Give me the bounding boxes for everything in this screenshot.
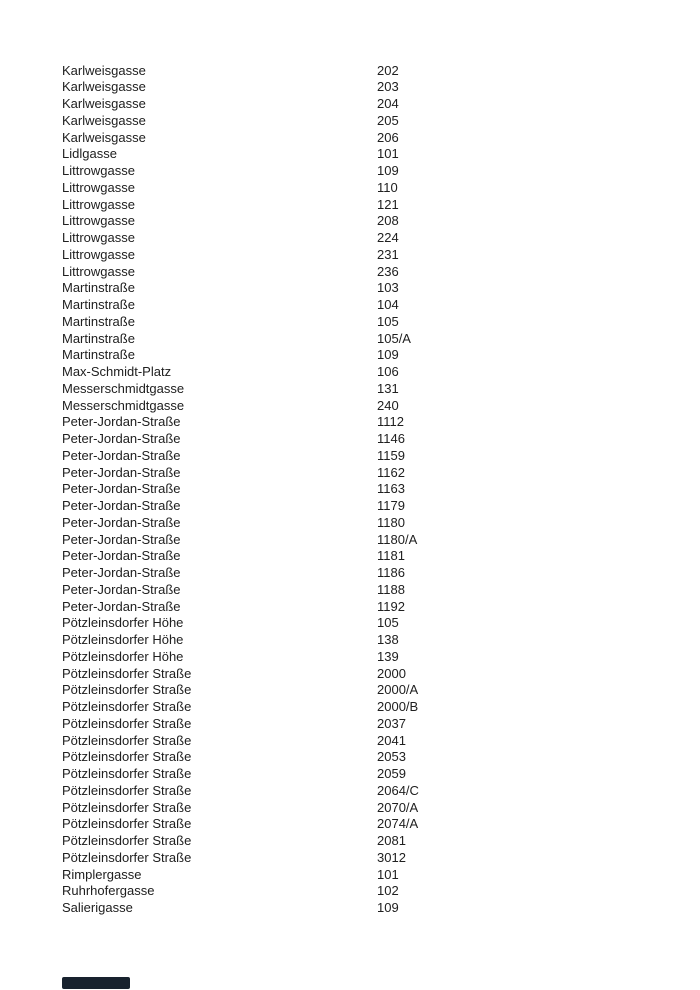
table-row (62, 113, 419, 130)
street-number: 203 (377, 79, 399, 95)
street-name: Peter-Jordan-Straße (62, 447, 181, 463)
table-row (62, 599, 419, 616)
table-row (62, 850, 419, 867)
street-name: Pötzleinsdorfer Höhe (62, 615, 184, 631)
table-row (62, 883, 419, 900)
table-row (62, 297, 419, 314)
address-list (62, 63, 419, 917)
table-row (62, 247, 419, 264)
street-name: Karlweisgasse (62, 79, 146, 95)
street-number: 1186 (377, 565, 405, 580)
street-name: Peter-Jordan-Straße (62, 431, 181, 446)
table-row (62, 63, 419, 80)
street-number: 240 (377, 397, 399, 413)
street-number: 2041 (377, 732, 406, 748)
street-name: Littrowgasse (62, 213, 135, 229)
table-row (62, 398, 419, 415)
table-row (62, 666, 419, 683)
street-number: 103 (377, 280, 399, 296)
street-number: 205 (377, 112, 399, 128)
street-name: Rimplergasse (62, 866, 142, 882)
table-row (62, 900, 419, 917)
street-number: 3012 (377, 849, 406, 865)
street-number: 2059 (377, 766, 406, 781)
street-name: Peter-Jordan-Straße (62, 598, 181, 614)
street-name: Pötzleinsdorfer Straße (62, 782, 192, 798)
street-number: 2053 (377, 749, 406, 765)
table-row (62, 414, 419, 431)
street-name: Littrowgasse (62, 230, 135, 245)
street-number: 2037 (377, 715, 406, 731)
street-name: Karlweisgasse (62, 112, 146, 128)
street-name: Pötzleinsdorfer Straße (62, 799, 192, 815)
table-row (62, 532, 419, 549)
street-name: Martinstraße (62, 297, 135, 312)
street-number: 1188 (377, 581, 405, 597)
street-number: 1163 (377, 481, 405, 497)
table-row (62, 314, 419, 331)
street-name: Pötzleinsdorfer Straße (62, 665, 192, 681)
table-row (62, 213, 419, 230)
street-name: Lidlgasse (62, 146, 117, 162)
table-row (62, 615, 419, 632)
street-name: Pötzleinsdorfer Straße (62, 682, 192, 698)
street-name: Ruhrhofergasse (62, 883, 155, 899)
street-name: Peter-Jordan-Straße (62, 464, 181, 480)
street-number: 138 (377, 632, 399, 647)
table-row (62, 800, 419, 817)
table-row (62, 163, 419, 180)
street-name: Littrowgasse (62, 163, 135, 178)
table-row (62, 498, 419, 515)
table-row (62, 699, 419, 716)
street-number: 105 (377, 615, 399, 631)
street-name: Pötzleinsdorfer Straße (62, 766, 192, 781)
table-row (62, 130, 419, 147)
street-name: Salierigasse (62, 900, 133, 915)
table-row (62, 448, 419, 465)
table-row (62, 331, 419, 348)
street-number: 2074/A (377, 816, 419, 832)
table-row (62, 364, 419, 381)
street-name: Pötzleinsdorfer Straße (62, 732, 192, 748)
table-row (62, 381, 419, 398)
table-row (62, 481, 419, 498)
street-name: Peter-Jordan-Straße (62, 548, 181, 564)
table-row (62, 347, 419, 364)
table-row (62, 632, 419, 649)
street-name: Martinstraße (62, 280, 135, 296)
table-row (62, 582, 419, 599)
street-number: 204 (377, 96, 399, 111)
street-number: 110 (377, 179, 398, 195)
street-number: 206 (377, 129, 399, 145)
street-name: Littrowgasse (62, 179, 135, 195)
table-row (62, 716, 419, 733)
street-name: Martinstraße (62, 313, 135, 329)
street-number: 109 (377, 900, 399, 915)
street-number: 1162 (377, 464, 405, 480)
street-number: 105 (377, 313, 399, 329)
street-number: 101 (377, 866, 399, 882)
street-name: Messerschmidtgasse (62, 397, 185, 413)
street-number: 121 (377, 196, 399, 212)
street-number: 2000/A (377, 682, 419, 698)
street-number: 105/A (377, 330, 411, 346)
table-row (62, 197, 419, 214)
table-row (62, 649, 419, 666)
street-number: 2000/B (377, 699, 419, 714)
street-name: Peter-Jordan-Straße (62, 414, 181, 430)
street-number: 1192 (377, 598, 405, 614)
street-name: Pötzleinsdorfer Straße (62, 816, 192, 832)
table-row (62, 733, 419, 750)
street-name: Peter-Jordan-Straße (62, 498, 181, 513)
table-row (62, 749, 419, 766)
street-number: 208 (377, 213, 399, 229)
street-number: 1146 (377, 431, 405, 446)
table-row (62, 833, 419, 850)
table-row (62, 867, 419, 884)
table-row (62, 180, 419, 197)
street-name: Karlweisgasse (62, 96, 146, 111)
street-name: Pötzleinsdorfer Straße (62, 715, 192, 731)
table-row (62, 515, 419, 532)
street-number: 224 (377, 230, 399, 245)
street-number: 104 (377, 297, 399, 312)
table-row (62, 465, 419, 482)
street-number: 101 (377, 146, 399, 162)
street-name: Martinstraße (62, 347, 135, 363)
street-name: Messerschmidtgasse (62, 380, 185, 396)
street-name: Peter-Jordan-Straße (62, 514, 181, 530)
street-number: 1180/A (377, 531, 418, 547)
table-row (62, 146, 419, 163)
table-row (62, 816, 419, 833)
street-number: 2064/C (377, 782, 419, 798)
street-number: 202 (377, 62, 399, 78)
table-row (62, 280, 419, 297)
street-number: 102 (377, 883, 399, 899)
street-number: 1179 (377, 498, 405, 513)
street-name: Littrowgasse (62, 196, 135, 212)
street-number: 139 (377, 648, 399, 664)
street-number: 2070/A (377, 799, 419, 815)
street-number: 1180 (377, 514, 405, 530)
street-name: Martinstraße (62, 330, 135, 346)
street-name: Peter-Jordan-Straße (62, 531, 181, 547)
table-row (62, 548, 419, 565)
street-name: Littrowgasse (62, 263, 135, 279)
street-number: 236 (377, 263, 399, 279)
status-bar (62, 977, 130, 989)
street-number: 1159 (377, 447, 405, 463)
street-name: Pötzleinsdorfer Straße (62, 749, 192, 765)
table-row (62, 783, 419, 800)
table-row (62, 565, 419, 582)
street-name: Karlweisgasse (62, 62, 146, 78)
street-name: Max-Schmidt-Platz (62, 364, 172, 379)
table-row (62, 431, 419, 448)
street-number: 106 (377, 364, 399, 379)
street-number: 131 (377, 380, 399, 396)
street-name: Peter-Jordan-Straße (62, 481, 181, 497)
street-name: Pötzleinsdorfer Straße (62, 833, 192, 848)
street-name: Peter-Jordan-Straße (62, 581, 181, 597)
street-number: 1112 (377, 414, 404, 430)
table-row (62, 264, 419, 281)
street-name: Pötzleinsdorfer Höhe (62, 632, 184, 647)
street-number: 231 (377, 246, 399, 262)
street-name: Pötzleinsdorfer Straße (62, 849, 192, 865)
street-name: Peter-Jordan-Straße (62, 565, 181, 580)
street-name: Littrowgasse (62, 246, 135, 262)
table-row (62, 79, 419, 96)
table-row (62, 766, 419, 783)
street-number: 1181 (377, 548, 405, 564)
street-number: 109 (377, 347, 399, 363)
table-row (62, 682, 419, 699)
table-row (62, 230, 419, 247)
table-row (62, 96, 419, 113)
street-name: Pötzleinsdorfer Höhe (62, 648, 184, 664)
street-number: 109 (377, 163, 399, 178)
street-number: 2081 (377, 833, 406, 848)
street-name: Karlweisgasse (62, 129, 146, 145)
street-number: 2000 (377, 665, 406, 681)
street-name: Pötzleinsdorfer Straße (62, 699, 192, 714)
